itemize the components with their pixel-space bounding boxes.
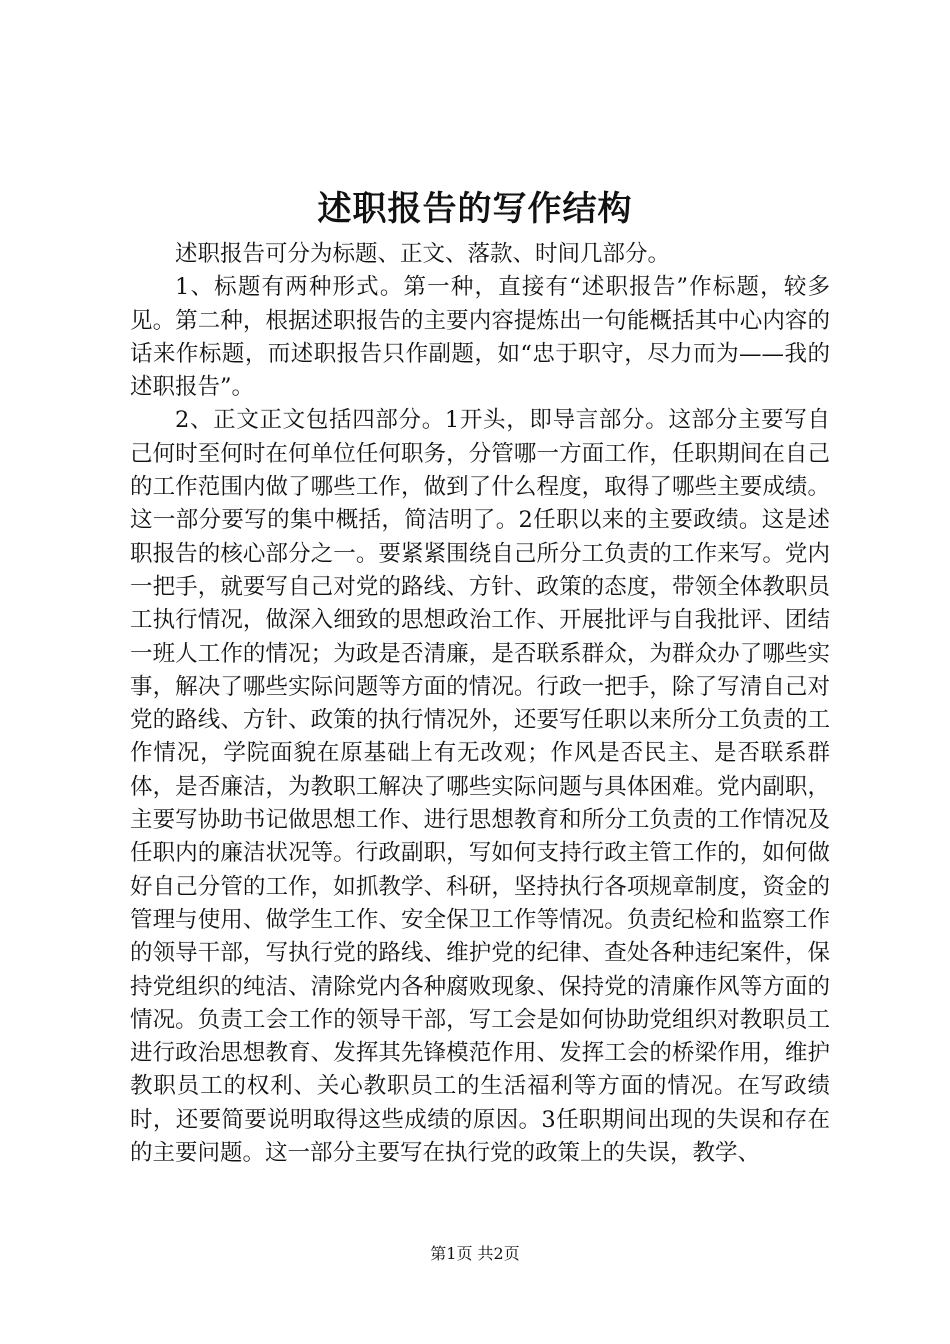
document-title: 述职报告的写作结构 (317, 189, 633, 229)
page-footer: 第1页 共2页 (430, 1244, 520, 1263)
paragraph-title-forms: 1、标题有两种形式。第一种，直接有“述职报告”作标题，较多见。第二种，根据述职报告的主要内容提炼出一句能概括其中心内容的话来作标题，而述职报告只作副题，如“忠于职守，尽力而为——我的述职报告”。 (130, 274, 830, 401)
document-body (130, 238, 830, 1170)
paragraph-body-parts: 2、正文正文包括四部分。1开头，即导言部分。这部分主要写自己何时至何时在何单位任何职务，分管哪一方面工作，任职期间在自己的工作范围内做了哪些工作，做到了什么程度，取得了哪些主要成绩。这一部分要写的集中概括，简洁明了。2任职以来的主要政绩。这是述职报告的核心部分之一。要紧紧围绕自己所分工负责的工作来写。党内一把手，就要写自己对党的路线、方针、政策的态度，带领全体教职员工执行情况，做深入细致的思想政治工作、开展批评与自我批评、团结一班人工作的情况；为政是否清廉，是否联系群众，为群众办了哪些实事，解决了哪些实际问题等方面的情况。行政一把手，除了写清自己对党的路线、方针、政策的执行情况外，还要写任职以来所分工负责的工作情况，学院面貌在原基础上有无改观；作风是否民主、是否联系群体，是否廉洁，为教职工解决了哪些实际问题与具体困难。党内副职，主要写协助书记做思想工作、进行思想教育和所分工负责的工作情况及任职内的廉洁状况等。行政副职，写如何支持行政主管工作的，如何做好自己分管的工作，如抓教学、科研，坚持执行各项规章制度，资金的管理与使用、做学生工作、安全保卫工作等情况。负责纪检和监察工作的领导干部，写执行党的路线、维护党的纪律、查处各种违纪案件，保持党组织的纯洁、清除党内各种腐败现象、保持党的清廉作风等方面的情况。负责工会工作的领导干部，写工会是如何协助党组织对教职员工进行政治思想教育、发挥其先锋模范作用、发挥工会的桥梁作用，维护教职员工的权利、关心教职员工的生活福利等方面的情况。在写政绩时，还要简要说明取得这些成绩的原因。3任职期间出现的失误和存在的主要问题。这一部分主要写在执行党的政策上的失误，教学、 (130, 407, 830, 1167)
paragraph-intro: 述职报告可分为标题、正文、落款、时间几部分。 (175, 241, 671, 267)
